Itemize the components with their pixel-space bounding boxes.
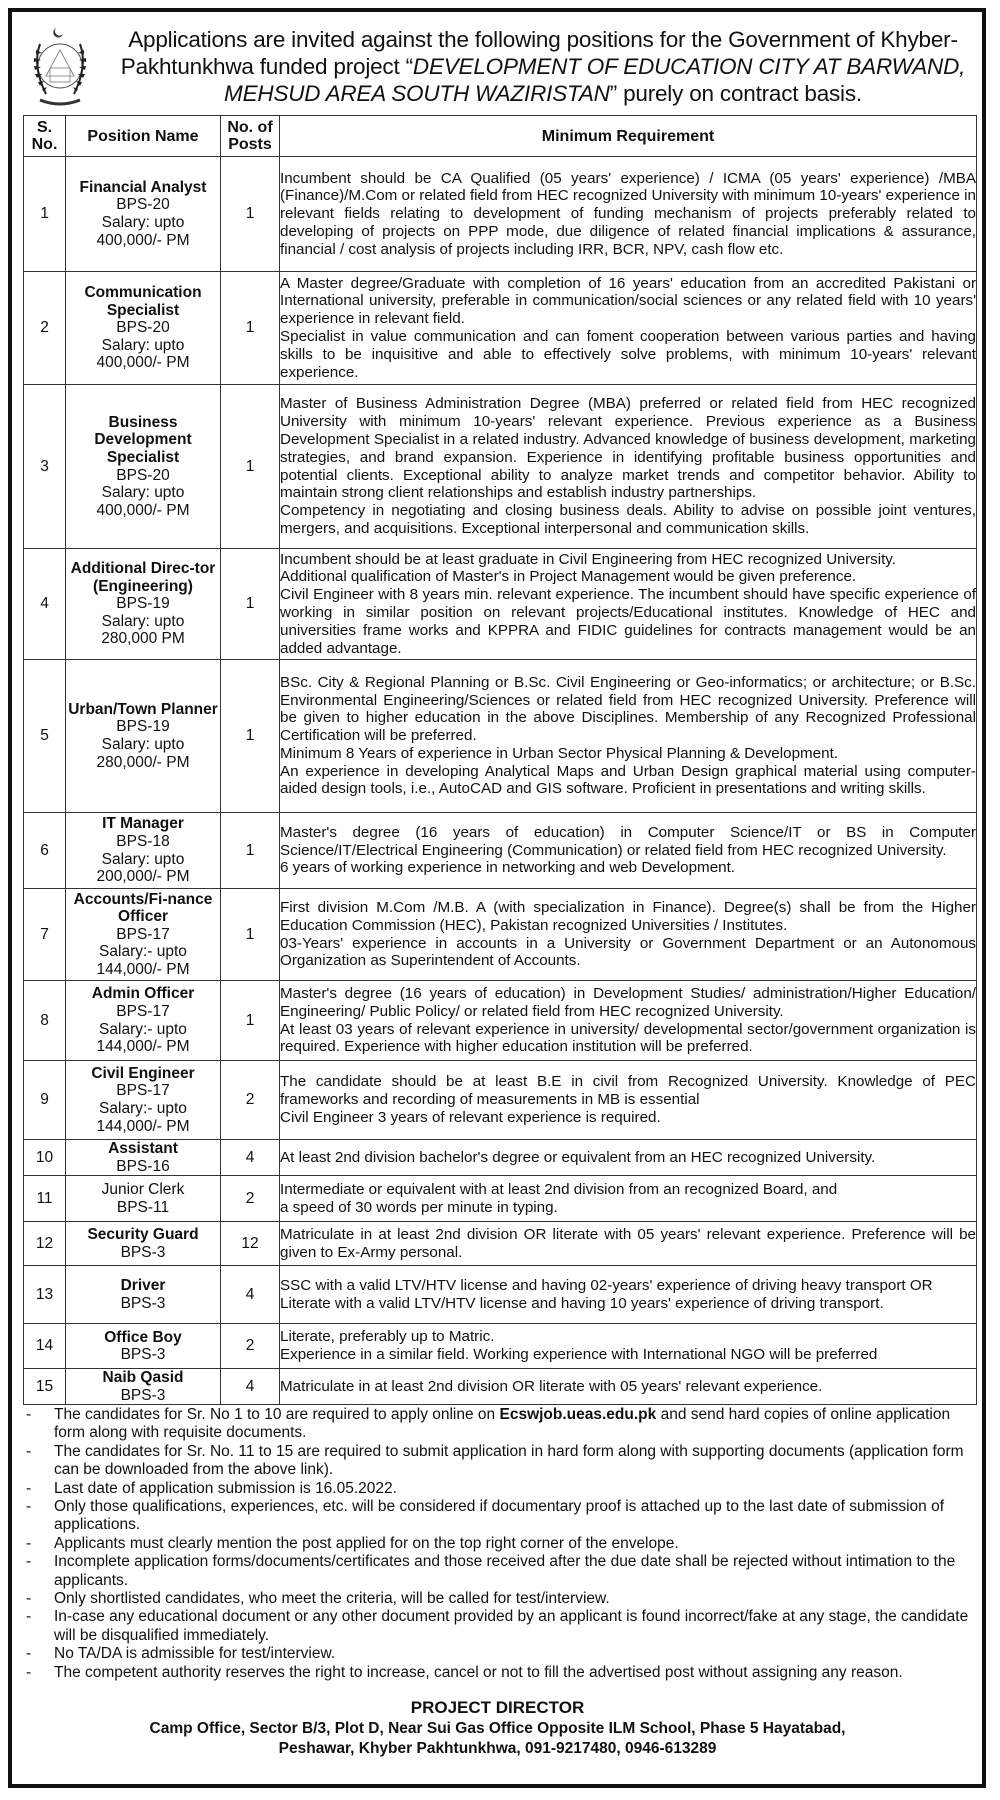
pay-scale: BPS-3	[120, 1346, 166, 1364]
requirement-paragraph: a speed of 30 words per minute in typing.	[280, 1198, 558, 1216]
note-item	[20, 1590, 975, 1608]
salary-label: Salary:- upto	[99, 1100, 187, 1117]
serial-number: 11	[24, 1176, 66, 1222]
pay-scale: BPS-3	[120, 1243, 166, 1261]
pay-scale: BPS-17	[116, 1002, 170, 1020]
pay-scale: BPS-3	[120, 1386, 166, 1404]
position-cell	[66, 272, 221, 385]
notes-list	[20, 1406, 975, 1682]
serial-number: 7	[24, 889, 66, 981]
signature-block	[20, 1697, 975, 1758]
serial-number: 15	[24, 1369, 66, 1405]
table-row	[24, 1222, 977, 1266]
serial-number: 14	[24, 1324, 66, 1369]
note-item	[20, 1553, 975, 1590]
note-item	[20, 1498, 975, 1535]
requirement-cell	[280, 1140, 977, 1176]
table-row	[24, 157, 977, 272]
intro-text-part2: ” purely on contract basis.	[609, 81, 862, 106]
requirement-paragraph: Literate, preferably up to Matric.	[280, 1328, 495, 1346]
position-cell	[66, 1061, 221, 1140]
table-header-row	[24, 116, 977, 157]
note-text: The candidates for Sr. No. 11 to 15 are required to submit application in hard form along with supporting documents (application form can be downloaded from the above link).	[54, 1442, 964, 1479]
salary-amount: 400,000/- PM	[96, 231, 190, 249]
requirement-cell	[280, 157, 977, 272]
serial-number: 4	[24, 549, 66, 660]
requirement-cell	[280, 385, 977, 549]
number-of-posts: 2	[221, 1324, 280, 1369]
requirement-cell	[280, 272, 977, 385]
salary-label: Salary: upto	[101, 736, 185, 753]
salary-amount: 280,000/- PM	[96, 753, 190, 771]
position-name: Junior Clerk	[101, 1181, 185, 1199]
requirement-paragraph: Competency in negotiating and closing business deals. Ability to advise on possible joint ventures, mergers, and acquisitions. Exceptional interpersonal and communication skills.	[280, 502, 976, 537]
serial-number: 3	[24, 385, 66, 549]
column-header-position: Position Name	[66, 116, 221, 157]
note-bullet: -	[26, 1645, 32, 1663]
note-text: No TA/DA is admissible for test/interview.	[54, 1645, 336, 1663]
serial-number: 2	[24, 272, 66, 385]
note-text: Only those qualifications, experiences, etc. will be considered if documentary proof is attached up to the last date of submission of applications.	[54, 1498, 945, 1534]
salary-label: Salary: upto	[101, 214, 185, 231]
requirement-paragraph: Incumbent should be CA Qualified (05 years' experience) / ICMA (05 years' experience) /MBA (Finance)/M.Com or related field from HEC recognized University with minimum 10-years' experience in relevant fields relating to development of funding mechanism of projects preferably related to developing of projects on PPP mode, due diligence of related financial implications & assurance, financial / cost analysis of projects including IRR, BCR, NPV, cash flow etc.	[280, 169, 976, 258]
number-of-posts: 12	[221, 1222, 280, 1266]
number-of-posts: 4	[221, 1369, 280, 1405]
column-header-sno: S. No.	[24, 116, 66, 157]
project-name: DEVELOPMENT OF EDUCATION CITY AT BARWAND, MEHSUD AREA SOUTH WAZIRISTAN	[224, 54, 966, 106]
requirement-cell	[280, 1369, 977, 1405]
table-row	[24, 1176, 977, 1222]
note-bullet: -	[26, 1590, 32, 1608]
address-line-2: Peshawar, Khyber Pakhtunkhwa, 091-9217480, 0946-613289	[278, 1739, 717, 1757]
table-row	[24, 1369, 977, 1405]
requirement-paragraph: 6 years of working experience in networking and web Development.	[280, 859, 736, 877]
note-bullet: -	[26, 1406, 32, 1423]
position-cell	[66, 385, 221, 549]
requirement-cell	[280, 1061, 977, 1140]
pay-scale: BPS-19	[116, 718, 170, 736]
requirement-paragraph: The candidate should be at least B.E in civil from Recognized University. Knowledge of PEC frameworks and recording of measurements in MB is essential	[280, 1073, 976, 1109]
note-item	[20, 1535, 975, 1553]
number-of-posts: 1	[221, 660, 280, 813]
pay-scale: BPS-17	[116, 925, 170, 943]
position-name: Additional Direc-tor (Engineering)	[70, 560, 216, 595]
salary-amount: 144,000/- PM	[96, 1117, 190, 1135]
salary-label: Salary: upto	[101, 484, 185, 502]
requirement-paragraph: At least 03 years of relevant experience in university/ developmental sector/government organization is required. Experience with higher education institution will be preferred.	[280, 1020, 976, 1056]
requirement-paragraph: Experience in a similar field. Working experience with International NGO will be preferred	[280, 1346, 878, 1364]
note-bullet: -	[26, 1534, 32, 1552]
salary-amount: 280,000 PM	[101, 630, 185, 648]
requirement-cell	[280, 981, 977, 1061]
signatory-title: PROJECT DIRECTOR	[410, 1698, 585, 1717]
note-item	[20, 1443, 975, 1480]
salary-amount: 144,000/- PM	[96, 960, 190, 978]
requirement-paragraph: SSC with a valid LTV/HTV license and having 02-years' experience of driving heavy transport OR	[280, 1276, 933, 1294]
column-header-requirement: Minimum Requirement	[280, 116, 977, 157]
position-name: Admin Officer	[91, 985, 195, 1003]
serial-number: 9	[24, 1061, 66, 1140]
requirement-paragraph: Literate with a valid LTV/HTV license and having 10 years' experience of driving transport.	[280, 1294, 884, 1312]
application-website-link[interactable]: Ecswjob.ueas.edu.pk	[499, 1406, 657, 1423]
number-of-posts: 4	[221, 1140, 280, 1176]
salary-amount: 400,000/- PM	[96, 501, 190, 519]
serial-number: 13	[24, 1266, 66, 1324]
note-text: In-case any educational document or any other document provided by an applicant is found incorrect/fake at any stage, the candidate will be disqualified immediately.	[54, 1608, 969, 1644]
requirement-paragraph: At least 2nd division bachelor's degree or equivalent from an HEC recognized University.	[280, 1148, 876, 1166]
position-name: Civil Engineer	[91, 1064, 195, 1082]
serial-number: 8	[24, 981, 66, 1061]
position-name: Urban/Town Planner	[68, 700, 218, 718]
column-header-posts: No. of Posts	[221, 116, 280, 157]
position-name: Financial Analyst	[79, 178, 207, 196]
pay-scale: BPS-11	[116, 1198, 170, 1216]
requirement-paragraph: An experience in developing Analytical Maps and Urban Design graphical material using computer-aided design tools, i.e., AutoCAD and GIS software. Proficient in presentations and writing skills.	[280, 762, 976, 798]
number-of-posts: 1	[221, 981, 280, 1061]
salary-label: Salary: upto	[101, 612, 185, 630]
table-row	[24, 889, 977, 981]
position-name: Business Development Specialist	[94, 413, 192, 466]
intro-heading	[108, 26, 978, 107]
note-text: The candidates for Sr. No 1 to 10 are required to apply online on	[54, 1406, 500, 1423]
requirement-paragraph: Matriculate in at least 2nd division OR literate with 05 years' relevant experience.	[280, 1377, 823, 1395]
requirement-paragraph: Specialist in value communication and can foment cooperation between various parties and having skills to be inquisitive and able to effectively solve problems, with minimum 10-years' relevant experience.	[280, 328, 976, 381]
position-cell	[66, 1222, 221, 1266]
requirement-cell	[280, 660, 977, 813]
table-row	[24, 660, 977, 813]
position-cell	[66, 1369, 221, 1405]
requirement-paragraph: First division M.Com /M.B. A (with specialization in Finance). Degree(s) shall be from the Higher Education Commission (HEC), Pakistan recognized Universities / Institutes.	[280, 898, 976, 934]
requirement-paragraph: A Master degree/Graduate with completion of 16 years' education from an accredited Pakistani or International university, preferable in communication/social sciences or any related field with 10 years' experience in relevant field.	[280, 274, 976, 328]
note-bullet: -	[26, 1553, 32, 1571]
note-bullet: -	[26, 1663, 32, 1681]
position-cell	[66, 1324, 221, 1369]
position-cell	[66, 981, 221, 1061]
requirement-paragraph: Civil Engineer 3 years of relevant experience is required.	[280, 1108, 661, 1126]
requirement-paragraph: Additional qualification of Master's in Project Management would be given preference.	[280, 568, 857, 586]
address-line-1: Camp Office, Sector B/3, Plot D, Near Sui Gas Office Opposite ILM School, Phase 5 Hayatabad,	[149, 1720, 846, 1737]
pay-scale: BPS-18	[116, 832, 170, 850]
requirement-cell	[280, 889, 977, 981]
note-text: Only shortlisted candidates, who meet the criteria, will be called for test/interview.	[54, 1590, 610, 1608]
requirement-cell	[280, 1222, 977, 1266]
pay-scale: BPS-20	[116, 319, 170, 337]
requirement-paragraph: Intermediate or equivalent with at least 2nd division from an recognized Board, and	[280, 1180, 838, 1198]
pay-scale: BPS-20	[116, 466, 170, 484]
requirement-paragraph: Master's degree (16 years of education) in Computer Science/IT or BS in Computer Science/IT/Electrical Engineering (Communication) or related field from HEC recognized University.	[280, 823, 976, 859]
requirement-cell	[280, 813, 977, 889]
position-cell	[66, 1176, 221, 1222]
position-name: Assistant	[108, 1140, 178, 1157]
positions-table	[23, 115, 977, 1405]
requirement-paragraph: Civil Engineer with 8 years min. relevant experience. The incumbent should have specific experience of working in similar position on relevant projects/Educational institutes. Knowledge of HEC and universities frame works and KPPRA and FIDIC guidelines for contracts management would be an added advantage.	[280, 586, 976, 657]
salary-amount: 144,000/- PM	[96, 1038, 190, 1056]
table-row	[24, 981, 977, 1061]
pay-scale: BPS-16	[116, 1157, 170, 1175]
table-row	[24, 385, 977, 549]
position-cell	[66, 1266, 221, 1324]
pay-scale: BPS-17	[116, 1082, 170, 1100]
position-name: Office Boy	[104, 1328, 182, 1346]
table-row	[24, 1061, 977, 1140]
note-item	[20, 1645, 975, 1663]
position-cell	[66, 889, 221, 981]
salary-amount: 200,000/- PM	[96, 868, 190, 886]
position-cell	[66, 660, 221, 813]
requirement-cell	[280, 1324, 977, 1369]
table-row	[24, 813, 977, 889]
note-item	[20, 1406, 975, 1443]
requirement-paragraph: Matriculate in at least 2nd division OR literate with 05 years' relevant experience. Preference will be given to Ex-Army personal.	[280, 1225, 976, 1261]
requirement-paragraph: Master of Business Administration Degree (MBA) preferred or related field from HEC recognized University with minimum 10-years' relevant experience. Previous experience as a Business Development Specialist in a related industry. Advanced knowledge of business development, marketing strategies, and brand expansion. Experience in identifying profitable business opportunities and potential clients. Exceptional ability to analyze market trends and competitor behavior. Ability to maintain strong client relationships and establish industry partnerships.	[280, 395, 976, 502]
table-row	[24, 1324, 977, 1369]
pay-scale: BPS-19	[116, 595, 170, 613]
number-of-posts: 1	[221, 549, 280, 660]
number-of-posts: 4	[221, 1266, 280, 1324]
note-bullet: -	[26, 1608, 32, 1626]
position-name: Communication Specialist	[84, 284, 202, 319]
serial-number: 5	[24, 660, 66, 813]
requirement-cell	[280, 549, 977, 660]
note-bullet: -	[26, 1479, 32, 1497]
note-text: Applicants must clearly mention the post applied for on the top right corner of the envelope.	[54, 1534, 679, 1552]
serial-number: 12	[24, 1222, 66, 1266]
serial-number: 1	[24, 157, 66, 272]
position-cell	[66, 1140, 221, 1176]
requirement-cell	[280, 1176, 977, 1222]
note-bullet: -	[26, 1442, 32, 1460]
position-name: Driver	[120, 1277, 166, 1295]
number-of-posts: 1	[221, 157, 280, 272]
salary-amount: 400,000/- PM	[96, 354, 190, 372]
note-item	[20, 1480, 975, 1498]
requirement-paragraph: Master's degree (16 years of education) in Development Studies/ administration/Higher Education/ Engineering/ Public Policy/ or related field from HEC recognized University.	[280, 984, 976, 1020]
serial-number: 6	[24, 813, 66, 889]
salary-label: Salary: upto	[101, 850, 185, 868]
requirement-paragraph: Minimum 8 Years of experience in Urban Sector Physical Planning & Development.	[280, 744, 839, 762]
position-cell	[66, 157, 221, 272]
requirement-cell	[280, 1266, 977, 1324]
table-row	[24, 1266, 977, 1324]
note-bullet: -	[26, 1498, 32, 1516]
note-item	[20, 1664, 975, 1682]
salary-label: Salary:- upto	[99, 1020, 187, 1038]
serial-number: 10	[24, 1140, 66, 1176]
note-text: Last date of application submission is 16.05.2022.	[54, 1479, 397, 1497]
table-row	[24, 272, 977, 385]
requirement-paragraph: Incumbent should be at least graduate in Civil Engineering from HEC recognized University.	[280, 550, 896, 568]
salary-label: Salary: upto	[101, 336, 185, 354]
number-of-posts: 2	[221, 1176, 280, 1222]
number-of-posts: 1	[221, 889, 280, 981]
intro-text-part1: Applications are invited against the following positions for the Government of Khyber-Pakhtunkhwa funded project “	[120, 27, 958, 79]
position-name: IT Manager	[102, 815, 184, 833]
requirement-paragraph: 03-Years' experience in accounts in a University or Government Department or an Autonomous Organization as Superintendent of Accounts.	[280, 934, 976, 970]
position-cell	[66, 813, 221, 889]
note-text: and send hard copies of online application form along with requisite documents.	[54, 1406, 951, 1442]
number-of-posts: 1	[221, 813, 280, 889]
note-item	[20, 1608, 975, 1645]
note-text: Incomplete application forms/documents/certificates and those received after the due date shall be rejected without intimation to the applicants.	[54, 1553, 956, 1589]
position-name: Accounts/Fi-nance Officer	[73, 890, 213, 926]
requirement-paragraph: BSc. City & Regional Planning or B.Sc. Civil Engineering or Geo-informatics; or architecture; or B.Sc. Environmental Engineering/Sciences or related field from HEC recognized University. Preference will be given to higher education in the above Disciplines. Membership of any Recognized Professional Certification will be preferred.	[280, 673, 976, 745]
position-name: Security Guard	[87, 1226, 199, 1244]
number-of-posts: 2	[221, 1061, 280, 1140]
table-row	[24, 1140, 977, 1176]
note-text: The competent authority reserves the right to increase, cancel or not to fill the advertised post without assigning any reason.	[54, 1663, 903, 1681]
position-cell	[66, 549, 221, 660]
number-of-posts: 1	[221, 385, 280, 549]
pay-scale: BPS-3	[120, 1294, 166, 1312]
pay-scale: BPS-20	[116, 196, 170, 214]
table-row	[24, 549, 977, 660]
position-name: Naib Qasid	[102, 1369, 184, 1387]
number-of-posts: 1	[221, 272, 280, 385]
salary-label: Salary:- upto	[99, 943, 187, 961]
kp-government-emblem-icon	[26, 24, 94, 110]
